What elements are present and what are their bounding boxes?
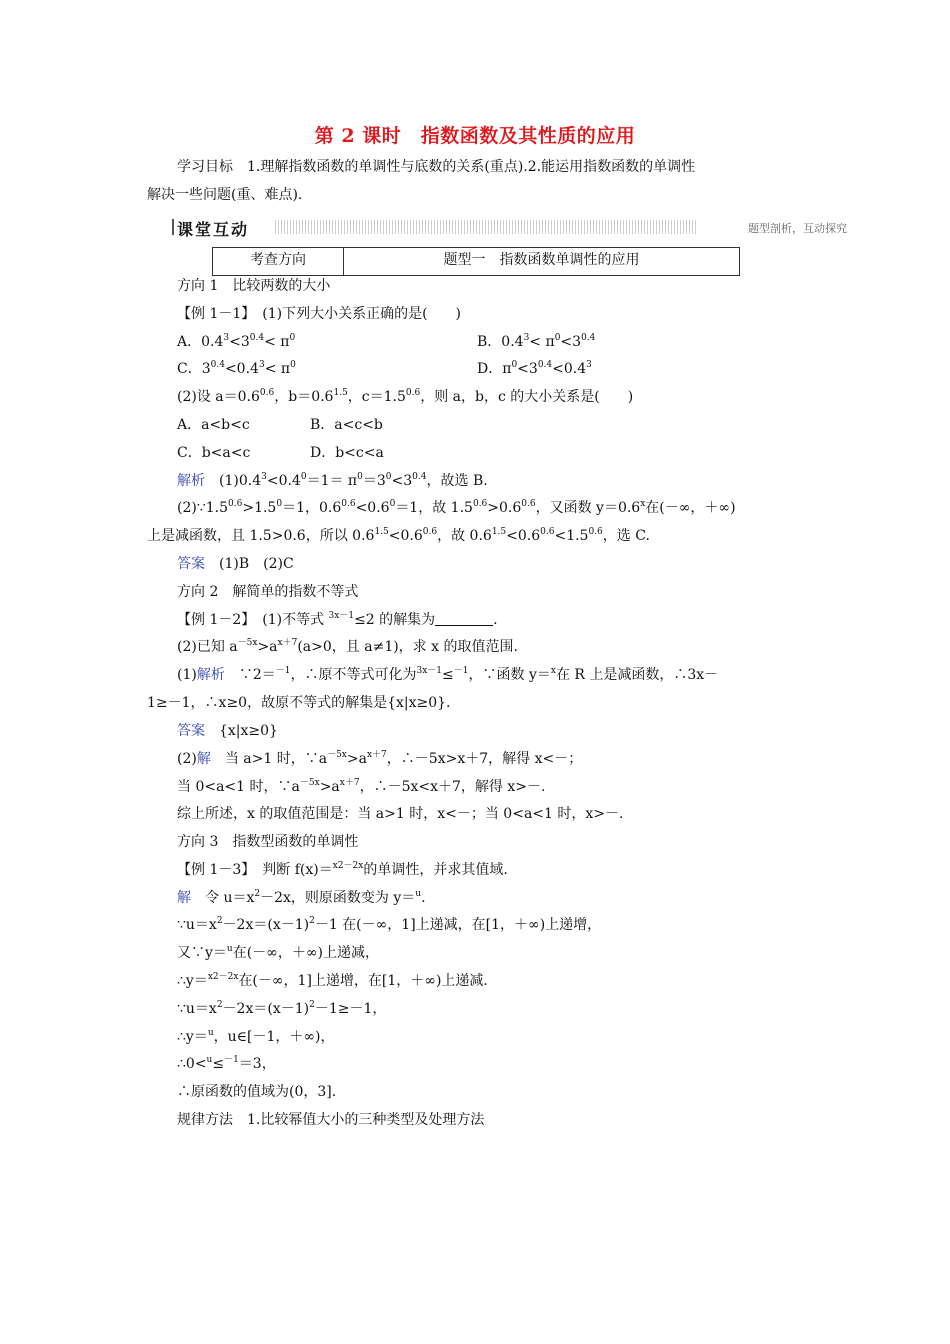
topic-table	[212, 247, 740, 276]
solution-1-2-part2-line-2: 当 0<a<1 时，$\because a^{-5x}>a^{x+7}$，∴－5x<x＋7，解得 x>－.	[177, 778, 546, 795]
example-1-2-q2: (2)已知 $a^{-5x}>a^{x+7}(a>0$，且 a≠1)，求 x 的取值范围.	[177, 638, 518, 655]
solution-1-1-line-3: 上是减函数，且 1.5>0.6，所以 $0.6^{1.5}<0.6^{0.6}$，故 $0.6^{1.5}<0.6^{0.6}<1.5^{0.6}$，选 C.	[147, 527, 650, 544]
solution-1-2-part2-line-1: (2)解 当 a>1 时，$\because a^{-5x}>a^{x+7}$，∴－5x>x＋7，解得 x<－；	[177, 750, 583, 767]
option-a: A．$0.4^3<3^{0.4}< \pi^0$	[177, 333, 296, 350]
topic-table-col1: 考查方向	[213, 248, 344, 275]
solution-1-3-line-3: 又∵y＝$^u$在(－∞，＋∞)上递减，	[177, 944, 379, 961]
direction-1-heading: 方向 1 比较两数的大小	[177, 278, 331, 294]
learning-goal-line-2: 解决一些问题(重、难点).	[147, 187, 303, 203]
rule-method-heading: 规律方法 1.比较幂值大小的三种类型及处理方法	[177, 1112, 485, 1128]
answer-1-2: 答案 {x|x≥0}	[177, 723, 278, 739]
q2-option-a: A．a<b<c	[177, 417, 250, 433]
solution-1-3-line-6: ∴y＝$^u$，u∈[－1，＋∞)，	[177, 1028, 335, 1045]
solution-1-2-line-2: 1≥－1，∴x≥0，故原不等式的解集是{x|x≥0}.	[147, 695, 451, 711]
direction-3-heading: 方向 3 指数型函数的单调性	[177, 834, 359, 850]
solution-1-2-summary: 综上所述，x 的取值范围是：当 a>1 时，x<－；当 0<a<1 时，x>－.	[177, 806, 624, 822]
solution-1-2-line-1: (1)解析 ∵2＝$^{-1}$，∴原不等式可化为$^{3x-1}$≤$^{-1}$，∵函数 y＝$^x$在 R 上是减函数，∴3x－	[177, 666, 719, 683]
solution-1-3-line-4: ∴y＝$^{x2-2x}$在(－∞，1]上递增，在[1，＋∞)上递减.	[177, 972, 488, 989]
section-band-subtitle: 题型剖析，互动探究	[748, 222, 847, 235]
section-band-label: 课堂互动	[177, 217, 249, 240]
q2-option-c: C．b<a<c	[177, 445, 251, 461]
option-d: D．$\pi^0<3^{0.4}<0.4^3$	[477, 360, 592, 377]
solution-1-3-line-5: $\because u=x^2-2x=(x-1)^2-1\ge-1$，	[177, 1000, 387, 1017]
example-1-1-q2: (2)设 $a=0.6^{0.6}$，$b=0.6^{1.5}$，$c=1.5^{0.6}$，则 a，b，c 的大小关系是( )	[177, 388, 634, 405]
solution-1-3-line-8: ∴原函数的值域为(0，3].	[177, 1084, 337, 1100]
q2-option-b: B．a<c<b	[310, 417, 383, 433]
lesson-title: 第 2 课时 指数函数及其性质的应用	[314, 125, 636, 147]
section-band	[177, 217, 847, 239]
option-b: B．$0.4^3< \pi^0<3^{0.4}$	[477, 333, 596, 350]
solution-1-3-line-1: 解 令 $u=x^2-2x$，则原函数变为 y＝$^u$.	[177, 889, 426, 906]
example-1-3-head: 【例 1－3】 判断 f(x)＝$^{x2-2x}$的单调性，并求其值域.	[177, 861, 508, 878]
topic-table-col2: 题型一 指数函数单调性的应用	[443, 252, 640, 268]
q2-option-d: D．b<c<a	[310, 445, 384, 461]
solution-1-1-line-2: $(2)\because 1.5^{0.6}>1.5^0=1$，$0.6^{0.6}<0.6^0=1$，故 $1.5^{0.6}>0.6^{0.6}$，又函数 $y=0.6^x$在(－∞，＋∞)	[177, 499, 736, 516]
answer-1-1: 答案 (1)B (2)C	[177, 556, 294, 572]
option-c: C．$3^{0.4}<0.4^3< \pi^0$	[177, 360, 296, 377]
answer-blank	[435, 613, 493, 626]
solution-1-3-line-2: $\because u=x^2-2x=(x-1)^2-1$ 在(－∞，1]上递减，在[1，＋∞)上递增，	[177, 916, 602, 933]
solution-1-1-line-1: 解析 $(1)0.4^3<0.4^0=1= \pi^0=3^0<3^{0.4}$，故选 B.	[177, 472, 488, 489]
solution-1-3-line-7: ∴0<$^u$≤$^{-1}$＝3，	[177, 1055, 276, 1072]
example-1-2-head: 【例 1－2】 (1)不等式 $^{3x-1}$≤2 的解集为 .	[177, 611, 498, 628]
direction-2-heading: 方向 2 解简单的指数不等式	[177, 584, 359, 600]
learning-goal-line-1: 学习目标 1.理解指数函数的单调性与底数的关系(重点).2.能运用指数函数的单调性	[177, 159, 696, 175]
section-band-hatch	[275, 220, 697, 234]
example-1-1-head: 【例 1－1】 (1)下列大小关系正确的是( )	[177, 306, 462, 322]
